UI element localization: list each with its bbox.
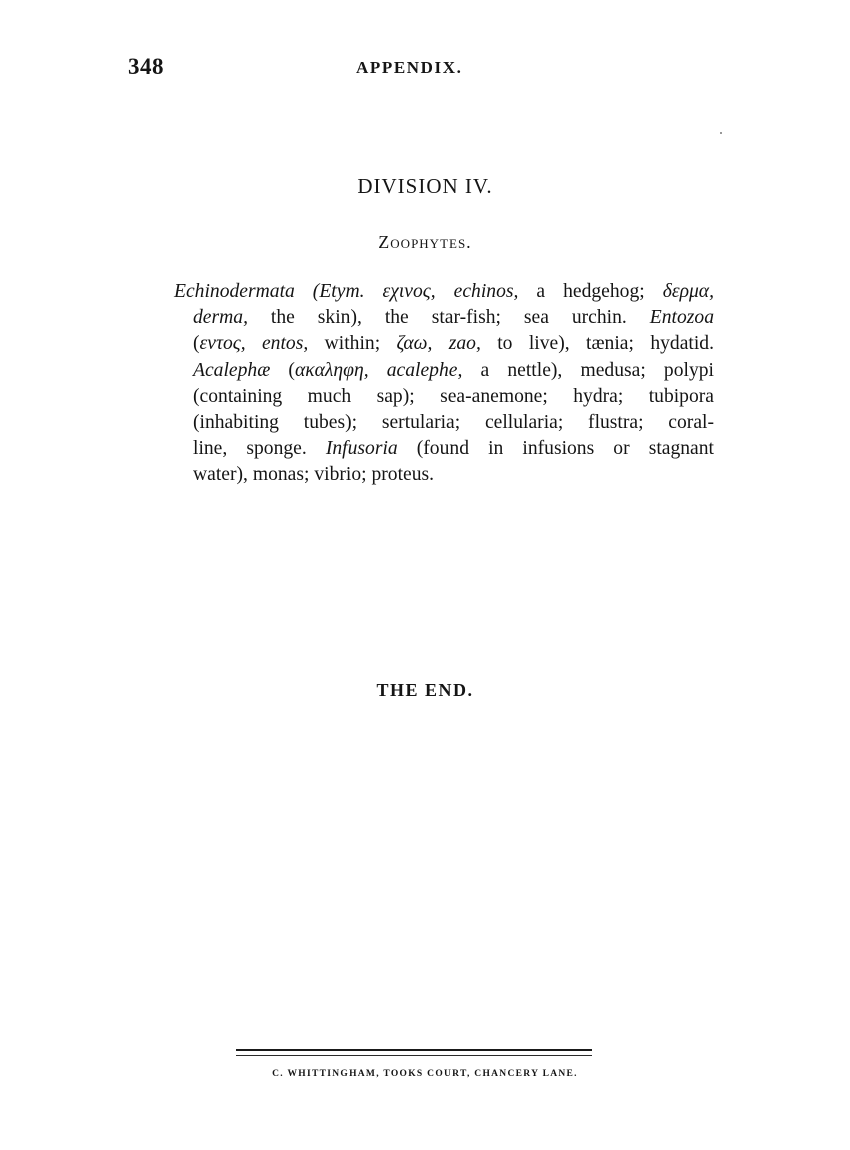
page-number: 348 bbox=[128, 54, 164, 79]
italic-term: Echinodermata (Etym. bbox=[174, 281, 383, 302]
footer-rule-thin bbox=[236, 1055, 592, 1056]
body-text-run: water), monas; vibrio; proteus. bbox=[193, 464, 435, 486]
body-text-run: to live), tænia; hydatid. bbox=[480, 333, 714, 355]
italic-term: Entozoa bbox=[649, 307, 714, 329]
body-text-run: ( bbox=[270, 359, 295, 381]
body-line bbox=[174, 384, 714, 410]
italic-term: δερμα, bbox=[662, 281, 714, 302]
body-text-run: (containing much sap); sea-anemone; hydra; tubipora bbox=[193, 385, 714, 407]
the-end-heading: THE END. bbox=[376, 680, 474, 700]
body-text-run: the skin), the star-fish; sea urchin. bbox=[247, 307, 650, 329]
printer-imprint: C. WHITTINGHAM, TOOKS COURT, CHANCERY LANE. bbox=[272, 1069, 578, 1079]
body-paragraph bbox=[174, 279, 714, 489]
body-line bbox=[174, 462, 714, 488]
italic-term: εντος, entos, bbox=[199, 333, 309, 355]
body-line bbox=[174, 279, 714, 305]
body-text-run: line, sponge. bbox=[193, 438, 326, 460]
section-subheading: Zoophytes. bbox=[378, 232, 472, 252]
body-text-run: (inhabiting tubes); sertularia; cellularia; flustra; coral- bbox=[193, 412, 714, 434]
body-line bbox=[174, 305, 714, 331]
body-text-run: a nettle), medusa; polypi bbox=[462, 359, 714, 381]
running-head: APPENDIX. bbox=[356, 58, 463, 77]
italic-term: derma, bbox=[193, 307, 248, 329]
body-line bbox=[174, 331, 714, 357]
italic-term: Infusoria bbox=[325, 438, 398, 460]
italic-term: ζαω, zao, bbox=[396, 333, 481, 355]
body-text-run: ( bbox=[193, 333, 200, 355]
body-line bbox=[174, 436, 714, 462]
italic-term: εχινος, echinos, bbox=[382, 281, 519, 302]
footer-rule-thick bbox=[236, 1049, 592, 1051]
body-text-run: (found in infusions or stagnant bbox=[397, 438, 714, 460]
body-text-run: within; bbox=[308, 333, 397, 355]
italic-term: Acalephæ bbox=[193, 359, 271, 381]
paper-speck bbox=[720, 132, 722, 134]
division-heading: DIVISION IV. bbox=[357, 174, 493, 198]
body-line bbox=[174, 410, 714, 436]
italic-term: ακαληφη, acalephe, bbox=[294, 359, 463, 381]
body-line bbox=[174, 358, 714, 384]
body-text-run: a hedgehog; bbox=[518, 281, 663, 302]
